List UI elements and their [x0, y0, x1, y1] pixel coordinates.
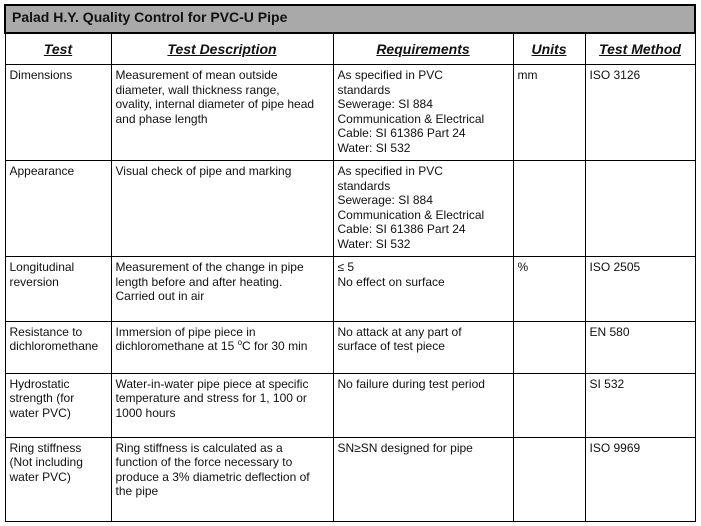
cell-text: Sewerage: SI 884: [337, 193, 433, 208]
cell-text: surface of test piece: [337, 339, 445, 354]
cell-text: [116, 339, 329, 354]
cell-text: As specified in PVC: [337, 164, 443, 179]
cell-method: ISO 3126: [585, 65, 695, 161]
table-row: [5, 65, 695, 161]
header-test: Test: [5, 33, 111, 65]
cell-text: strength (for: [9, 391, 75, 406]
cell-text: Water-in-water pipe piece at specific: [115, 376, 309, 391]
cell-text: Sewerage: SI 884: [337, 97, 433, 112]
header-test-description: Test Description: [111, 33, 333, 65]
cell-text: Communication & Electrical: [337, 207, 485, 222]
cell-description: [111, 65, 333, 161]
cell-description: [111, 437, 333, 521]
cell-text: Appearance: [9, 164, 75, 179]
cell-text: Cable: SI 61386 Part 24: [337, 222, 466, 237]
cell-text: produce a 3% diametric deflection of: [115, 469, 310, 484]
table-row: [5, 437, 695, 521]
cell-method: EN 580: [585, 321, 695, 373]
cell-description: [111, 321, 333, 373]
degree-superscript: o: [237, 338, 243, 348]
cell-requirements: [333, 161, 513, 257]
cell-units: [513, 373, 585, 437]
cell-text: Ring stiffness is calculated as a: [115, 440, 283, 455]
cell-text: temperature and stress for 1, 100 or: [115, 391, 307, 406]
cell-description: [111, 161, 333, 257]
cell-test: [5, 373, 111, 437]
cell-units: [513, 161, 585, 257]
cell-units: mm: [513, 65, 585, 161]
cell-text: 1000 hours: [115, 405, 176, 420]
cell-description: [111, 373, 333, 437]
cell-text: Resistance to: [9, 324, 83, 339]
cell-text: No attack at any part of: [337, 324, 462, 339]
cell-text: dichloromethane: [9, 339, 99, 354]
cell-text: reversion: [9, 274, 59, 289]
table-row: [5, 321, 695, 373]
cell-text: Measurement of mean outside: [115, 68, 278, 83]
cell-text: Ring stiffness: [9, 440, 82, 455]
cell-text: length before and after heating.: [115, 274, 283, 289]
cell-text: (Not including: [9, 455, 83, 470]
cell-units: [513, 437, 585, 521]
cell-text: Communication & Electrical: [337, 111, 485, 126]
cell-units: [513, 321, 585, 373]
cell-text: ovality, internal diameter of pipe head: [115, 97, 315, 112]
header-row: [5, 33, 695, 65]
cell-test: [5, 161, 111, 257]
cell-text: Cable: SI 61386 Part 24: [337, 126, 466, 141]
cell-requirements: [333, 321, 513, 373]
cell-text: No effect on surface: [337, 274, 445, 289]
cell-text-part: dichloromethane at 15: [115, 339, 238, 354]
cell-text: ≤ 5: [337, 260, 355, 275]
cell-test: [5, 437, 111, 521]
cell-text: water PVC): [9, 405, 71, 420]
cell-text: SN≥SN designed for pipe: [337, 440, 473, 455]
cell-method: ISO 2505: [585, 257, 695, 321]
cell-text: function of the force necessary to: [115, 455, 293, 470]
cell-text: As specified in PVC: [337, 68, 443, 83]
header-units: Units: [513, 33, 585, 65]
title-row: [5, 5, 695, 33]
cell-text: standards: [337, 82, 391, 97]
cell-text: Water: SI 532: [337, 140, 411, 155]
cell-text: the pipe: [115, 484, 159, 499]
cell-requirements: [333, 437, 513, 521]
quality-control-table: [4, 4, 696, 522]
cell-text: Hydrostatic: [9, 376, 70, 391]
cell-description: [111, 257, 333, 321]
header-test-method: Test Method: [585, 33, 695, 65]
cell-text: Measurement of the change in pipe: [115, 260, 304, 275]
cell-method: ISO 9969: [585, 437, 695, 521]
table-row: [5, 373, 695, 437]
cell-text: No failure during test period: [337, 376, 485, 391]
cell-text: Carried out in air: [115, 289, 205, 304]
cell-test: [5, 321, 111, 373]
cell-requirements: [333, 65, 513, 161]
cell-text: Visual check of pipe and marking: [115, 164, 292, 179]
cell-text: water PVC): [9, 469, 71, 484]
cell-text: Longitudinal: [9, 260, 75, 275]
table-row: [5, 257, 695, 321]
cell-test: [5, 65, 111, 161]
cell-text: Water: SI 532: [337, 236, 411, 251]
cell-text: Dimensions: [9, 68, 73, 83]
cell-text: diameter, wall thickness range,: [115, 82, 280, 97]
cell-text: and phase length: [115, 111, 208, 126]
table-title: Palad H.Y. Quality Control for PVC-U Pipe: [5, 5, 695, 33]
cell-test: [5, 257, 111, 321]
table-row: [5, 161, 695, 257]
cell-units: %: [513, 257, 585, 321]
cell-method: [585, 161, 695, 257]
cell-requirements: [333, 373, 513, 437]
header-requirements: Requirements: [333, 33, 513, 65]
cell-method: SI 532: [585, 373, 695, 437]
cell-text: standards: [337, 178, 391, 193]
cell-text: Immersion of pipe piece in: [115, 324, 256, 339]
cell-requirements: [333, 257, 513, 321]
cell-text-part: C for 30 min: [242, 339, 308, 354]
